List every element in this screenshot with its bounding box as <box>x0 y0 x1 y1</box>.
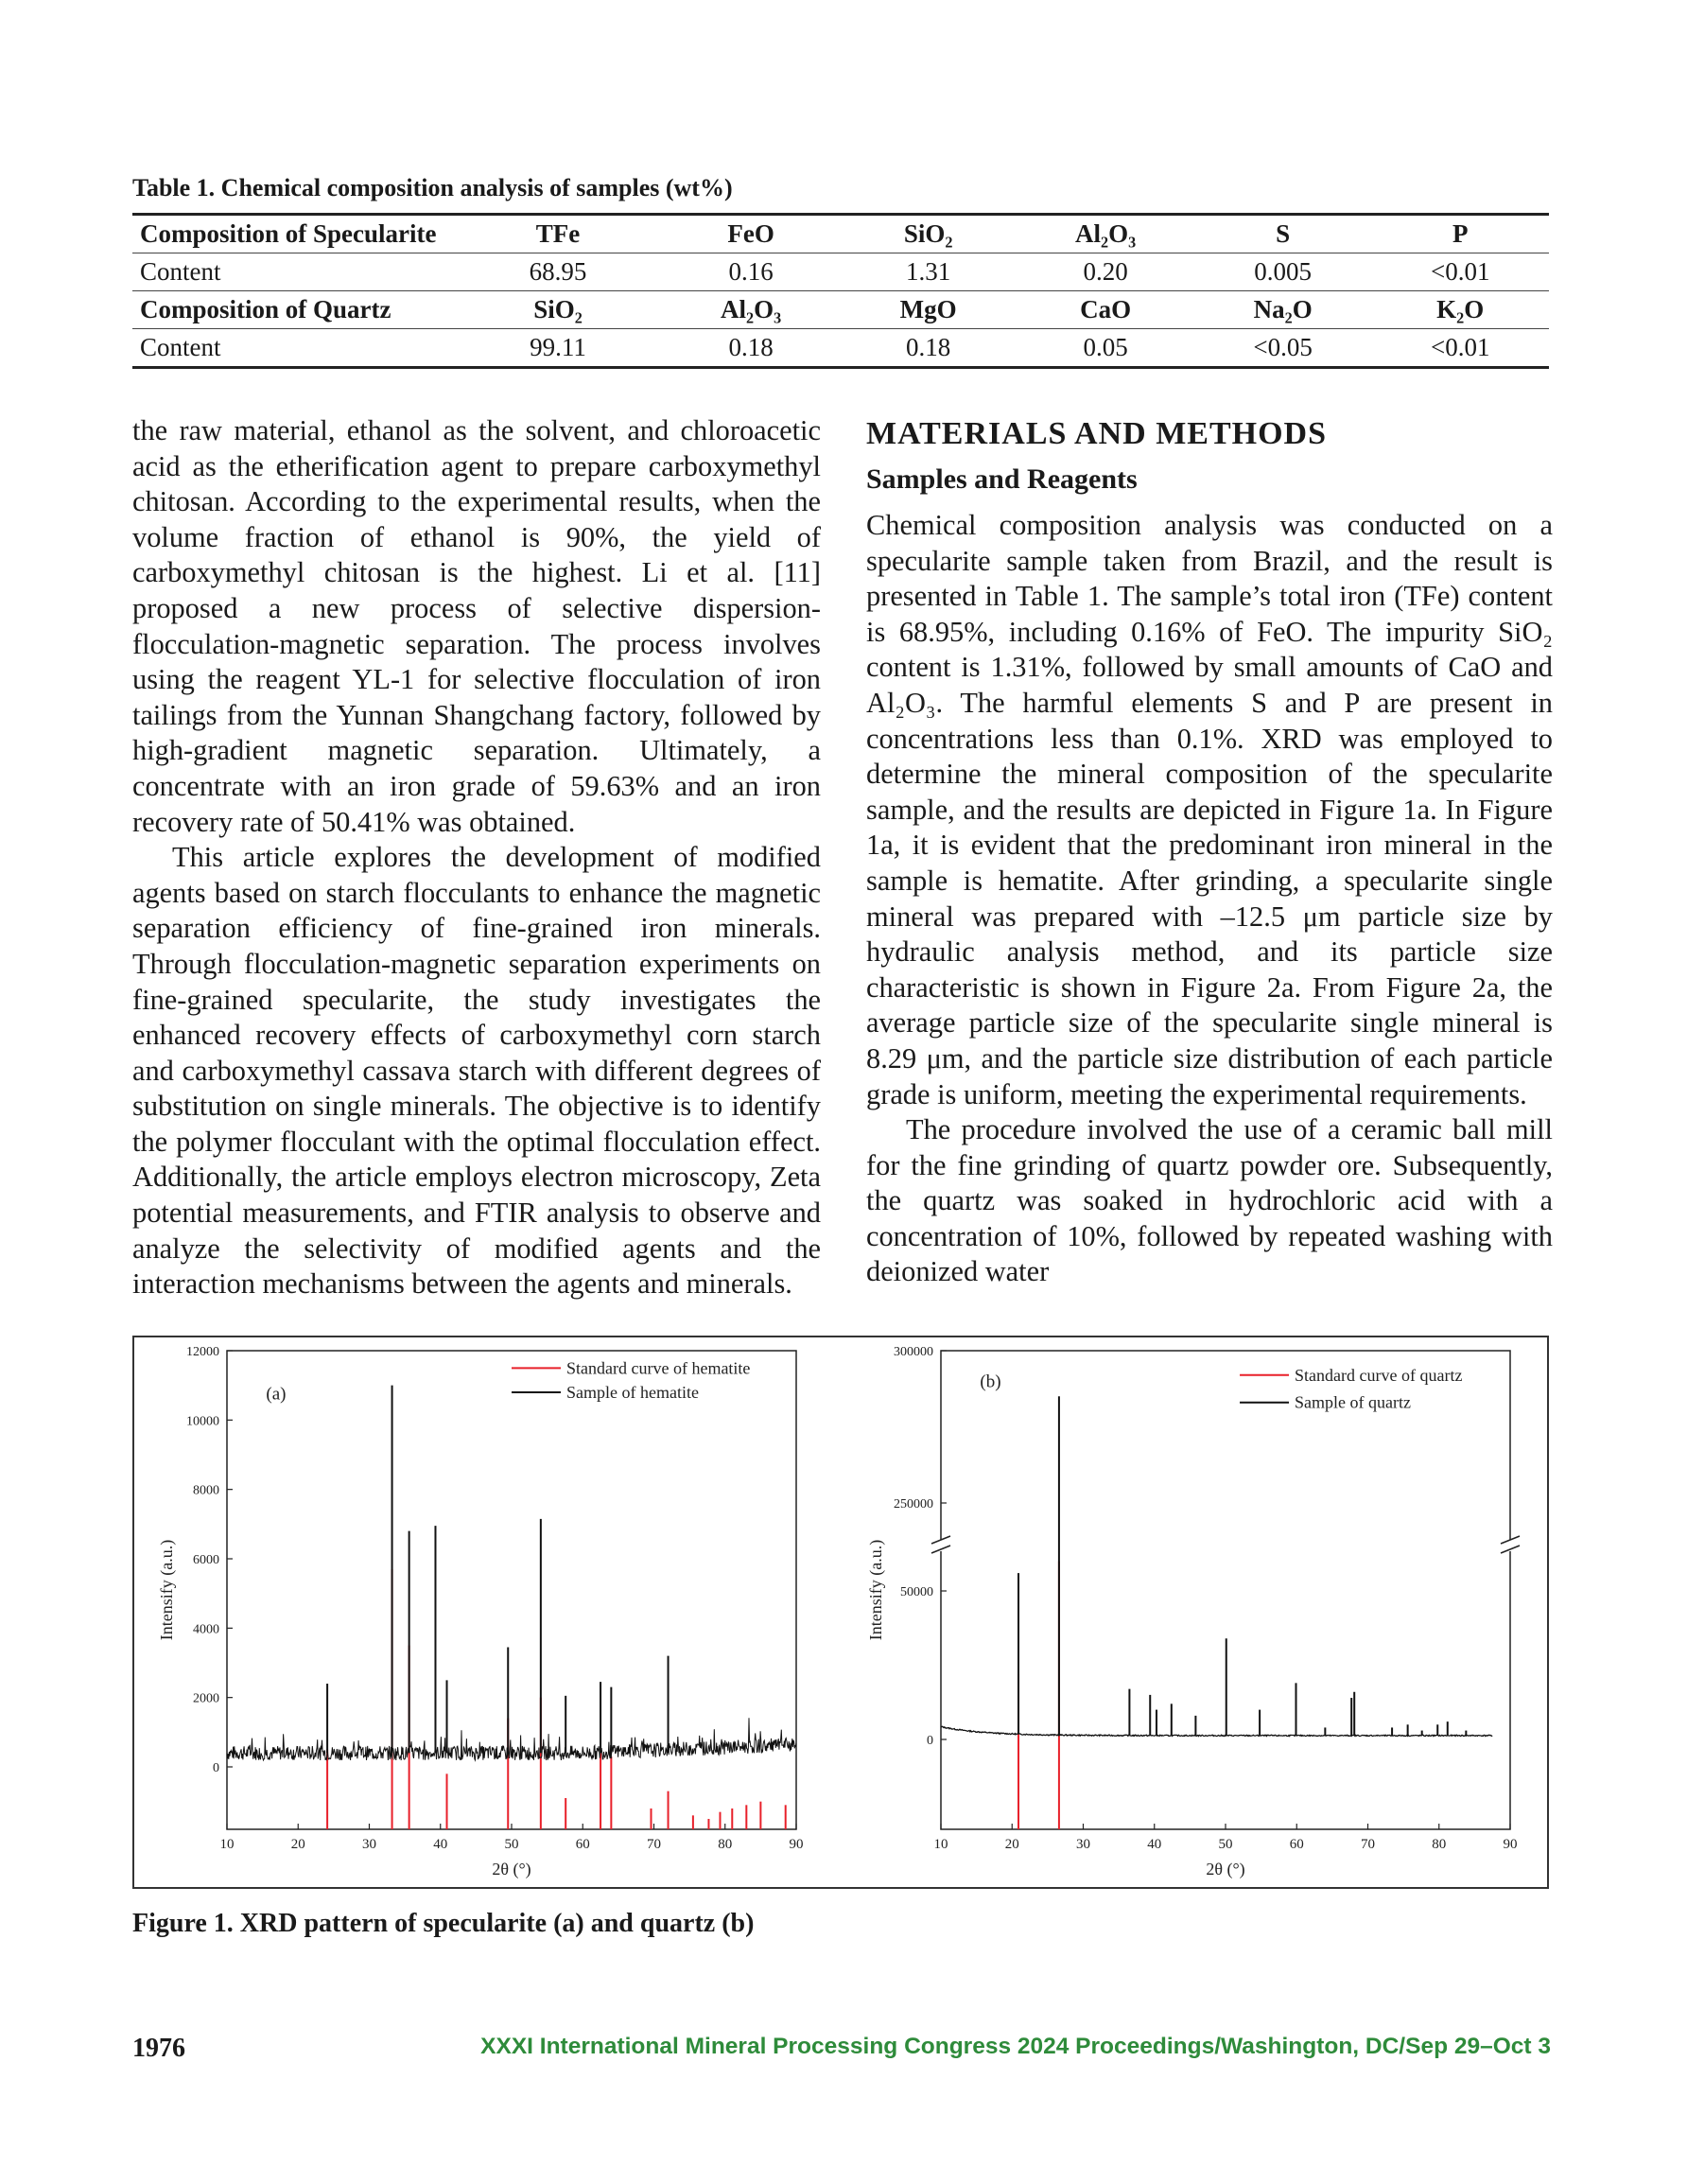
table-cell: SiO₂ <box>840 215 1017 253</box>
table-row <box>132 291 1549 329</box>
table-cell: 0.18 <box>662 329 840 368</box>
x-tick-label: 80 <box>1432 1837 1447 1852</box>
y-tick-label: 0 <box>213 1761 219 1775</box>
table-cell: 0.005 <box>1194 253 1372 291</box>
y-tick-label: 250000 <box>894 1497 933 1511</box>
x-tick-label: 30 <box>362 1837 376 1852</box>
x-tick-label: 50 <box>1218 1837 1233 1852</box>
table-caption: Table 1. Chemical composition analysis of samples (wt%) <box>132 174 733 201</box>
table-cell: Al₂O₃ <box>662 291 840 329</box>
table-cell: Composition of Quartz <box>132 291 454 329</box>
y-tick-label: 10000 <box>186 1414 219 1429</box>
table-row <box>132 329 1549 368</box>
x-tick-label: 70 <box>647 1837 661 1852</box>
x-tick-label: 10 <box>219 1837 235 1852</box>
paragraph: the raw material, ethanol as the solvent, and chloroacetic acid as the etherification agent to prepare carboxymethyl chitosan. According to the experimental results, when the volume fraction of ethanol is 90%, the yield of carboxymethyl chitosan is the highest. Li et al. [11] proposed a new process of selective dispersion-flocculation-magnetic separation. The process involves using the reagent YL-1 for selective flocculation of iron tailings from the Yunnan Shangchang factory, followed by high-gradient magnetic separation. Ultimately, a concentrate with an iron grade of 59.63% and an iron recovery rate of 50.41% was obtained. <box>132 414 821 838</box>
x-axis-label: 2θ (°) <box>492 1860 531 1878</box>
table-cell: <0.01 <box>1371 329 1549 368</box>
left-column <box>132 413 821 1302</box>
y-tick-label: 4000 <box>193 1622 219 1637</box>
paragraph: The procedure involved the use of a ceramic ball mill for the fine grinding of quartz powder ore. Subsequently, the quartz was soaked in hydrochloric acid with a concentration of 10%, followed by repeated washing with deionized water <box>866 1113 1553 1288</box>
table-cell: <0.05 <box>1194 329 1372 368</box>
x-tick-label: 20 <box>290 1837 305 1852</box>
x-tick-label: 90 <box>789 1837 804 1852</box>
chart-a <box>157 1345 804 1879</box>
y-tick-label: 0 <box>927 1734 933 1748</box>
table-cell: CaO <box>1017 291 1194 329</box>
table-cell: 0.18 <box>840 329 1017 368</box>
plot-frame <box>941 1351 1510 1829</box>
section-heading: MATERIALS AND METHODS <box>866 416 1327 451</box>
legend-label: Standard curve of quartz <box>1295 1365 1463 1385</box>
table-cell: SiO₂ <box>454 291 663 329</box>
y-tick-label: 50000 <box>900 1585 933 1599</box>
x-tick-label: 30 <box>1076 1837 1090 1852</box>
figure-box <box>132 1336 1549 1889</box>
sample-trace <box>227 1718 796 1760</box>
paragraph: Chemical composition analysis was conducted on a specularite sample taken from Brazil, and the result is presented in Table 1. The sample’s total iron (TFe) content is 68.95%, including 0.16% of FeO. The impurity SiO₂ content is 1.31%, followed by small amounts of CaO and Al₂O₃. The harmful elements S and P are present in concentrations less than 0.1%. XRD was employed to determine the mineral composition of the specularite sample, and the results are depicted in Figure 1a. In Figure 1a, it is evident that the predominant iron mineral in the sample is hematite. After grinding, a specularite single mineral was prepared with –12.5 μm particle size by hydraulic analysis method, and its particle size characteristic is shown in Figure 2a. From Figure 2a, the average particle size of the specularite single mineral is 8.29 μm, and the particle size distribution of each particle grade is uniform, meeting the experimental requirements. <box>866 509 1553 1110</box>
chart-b <box>866 1345 1520 1879</box>
footer-text: XXXI International Mineral Processing Congress 2024 Proceedings/Washington, DC/Sep 29–Oct 3 <box>480 2034 1551 2059</box>
table-cell: MgO <box>840 291 1017 329</box>
subsection-heading: Samples and Reagents <box>866 463 1138 495</box>
table-cell: TFe <box>454 215 663 253</box>
x-tick-label: 80 <box>718 1837 733 1852</box>
panel-label: (a) <box>266 1384 287 1405</box>
table-cell: 99.11 <box>454 329 663 368</box>
x-tick-label: 60 <box>575 1837 590 1852</box>
x-tick-label: 10 <box>933 1837 948 1852</box>
table-row <box>132 215 1549 253</box>
table-cell: S <box>1194 215 1372 253</box>
table-row <box>132 253 1549 291</box>
table-cell: P <box>1371 215 1549 253</box>
figure-caption: Figure 1. XRD pattern of specularite (a) and quartz (b) <box>132 1909 755 1938</box>
table-cell: K₂O <box>1371 291 1549 329</box>
sample-trace <box>941 1726 1492 1736</box>
table-cell: Content <box>132 329 454 368</box>
y-axis-label: Intensify (a.u.) <box>866 1539 885 1641</box>
table-cell: 0.20 <box>1017 253 1194 291</box>
table-cell: Composition of Specularite <box>132 215 454 253</box>
x-axis-label: 2θ (°) <box>1206 1860 1245 1878</box>
x-tick-label: 40 <box>1147 1837 1162 1852</box>
y-tick-label: 6000 <box>193 1553 219 1567</box>
table-cell: <0.01 <box>1371 253 1549 291</box>
table-cell: Al₂O₃ <box>1017 215 1194 253</box>
x-tick-label: 20 <box>1004 1837 1019 1852</box>
table-cell: 0.05 <box>1017 329 1194 368</box>
legend-label: Standard curve of hematite <box>566 1358 751 1378</box>
table-cell: Na₂O <box>1194 291 1372 329</box>
x-tick-label: 70 <box>1361 1837 1375 1852</box>
xrd-figure <box>134 1337 1546 1886</box>
table-cell: 1.31 <box>840 253 1017 291</box>
x-tick-label: 40 <box>433 1837 448 1852</box>
y-axis-label: Intensify (a.u.) <box>157 1539 176 1641</box>
legend-label: Sample of quartz <box>1295 1392 1412 1412</box>
legend-label: Sample of hematite <box>566 1383 699 1402</box>
page-number: 1976 <box>132 2034 185 2063</box>
y-tick-label: 12000 <box>186 1345 219 1359</box>
table-cell: 0.16 <box>662 253 840 291</box>
x-tick-label: 90 <box>1503 1837 1518 1852</box>
x-tick-label: 60 <box>1289 1837 1304 1852</box>
y-tick-label: 8000 <box>193 1483 219 1498</box>
right-column <box>866 413 1553 1290</box>
composition-table <box>132 213 1549 369</box>
paragraph: This article explores the development of modified agents based on starch flocculants to enhance the magnetic separation efficiency of fine-grained iron minerals. Through flocculation-magnetic separation experiments on fine-grained specularite, the study investigates the enhanced recovery effects of carboxymethyl corn starch and carboxymethyl cassava starch with different degrees of substitution on single minerals. The objective is to identify the polymer flocculant with the optimal flocculation effect. Additionally, the article employs electron microscopy, Zeta potential measurements, and FTIR analysis to observe and analyze the selectivity of modified agents and the interaction mechanisms between the agents and minerals. <box>132 841 821 1301</box>
y-tick-label: 2000 <box>193 1691 219 1706</box>
y-tick-label: 300000 <box>894 1345 933 1359</box>
panel-label: (b) <box>980 1372 1001 1392</box>
table-cell: 68.95 <box>454 253 663 291</box>
table-cell: FeO <box>662 215 840 253</box>
x-tick-label: 50 <box>504 1837 519 1852</box>
table-cell: Content <box>132 253 454 291</box>
